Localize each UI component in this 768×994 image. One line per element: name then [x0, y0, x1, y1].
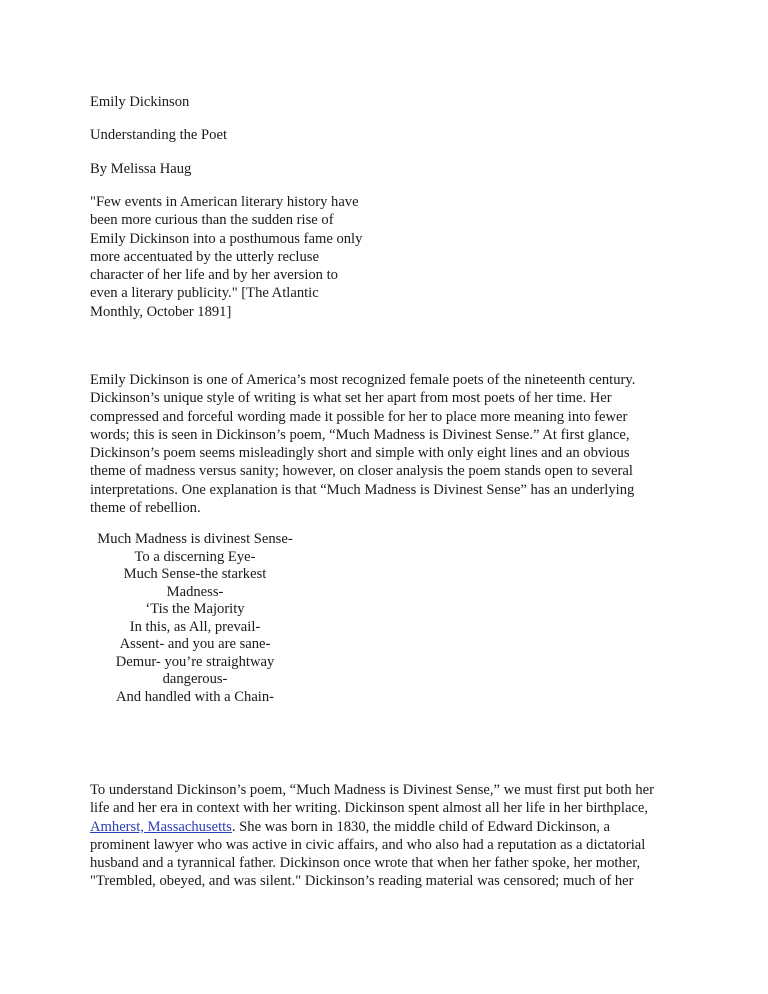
- poem-line: Demur- you’re straightway: [115, 653, 275, 670]
- paragraph-line: compressed and forceful wording made it possible for her to place more meaning into fewer: [90, 408, 628, 425]
- paragraph-line: Emily Dickinson is one of America’s most recognized female poets of the nineteenth century.: [90, 372, 636, 388]
- intro-paragraph: [90, 371, 690, 517]
- paragraph-line: Dickinson’s unique style of writing is what set her apart from most poets of her time. Her: [90, 390, 612, 407]
- poem-line: Much Sense-the starkest: [123, 566, 267, 582]
- context-paragraph: [90, 781, 690, 891]
- paragraph-line: theme of madness versus sanity; however, on closer analysis the poem stands open to several: [90, 463, 633, 480]
- amherst-massachusetts-link[interactable]: Amherst, Massachusetts: [90, 818, 232, 835]
- poem-line: And handled with a Chain-: [115, 688, 275, 705]
- quote-line: more accentuated by the utterly recluse: [90, 248, 319, 265]
- poem-line: Madness-: [166, 583, 224, 600]
- poem-line: Much Madness is divinest Sense-: [97, 531, 293, 547]
- poem-line: To a discerning Eye-: [134, 548, 256, 565]
- opening-quote: [90, 193, 470, 321]
- paragraph-line: theme of rebellion.: [90, 500, 201, 517]
- paragraph-line: [90, 818, 690, 836]
- poem-line: Assent- and you are sane-: [119, 636, 271, 652]
- paragraph-line: interpretations. One explanation is that “Much Madness is Divinest Sense” has an underlying: [90, 481, 635, 498]
- quote-line: "Few events in American literary history have: [90, 194, 359, 210]
- document-subtitle: Understanding the Poet: [90, 127, 227, 143]
- paragraph-line-rest: . She was born in 1830, the middle child of Edward Dickinson, a: [231, 818, 611, 835]
- poem-line: dangerous-: [162, 671, 228, 687]
- document-title: Emily Dickinson: [90, 94, 190, 110]
- paragraph-line: words; this is seen in Dickinson’s poem, “Much Madness is Divinest Sense.” At first glance,: [90, 426, 630, 443]
- quote-line: Monthly, October 1891]: [90, 303, 232, 320]
- quote-line: character of her life and by her aversion to: [90, 267, 338, 284]
- paragraph-line: To understand Dickinson’s poem, “Much Madness is Divinest Sense,” we must first put both her: [90, 782, 655, 798]
- quote-line: Emily Dickinson into a posthumous fame only: [90, 230, 363, 247]
- paragraph-line: prominent lawyer who was active in civic affairs, and who also had a reputation as a dictatorial: [90, 836, 646, 853]
- poem-line: In this, as All, prevail-: [129, 618, 261, 635]
- paragraph-line: life and her era in context with her writing. Dickinson spent almost all her life in her birthplace,: [90, 800, 649, 817]
- paragraph-line: "Trembled, obeyed, and was silent." Dickinson’s reading material was censored; much of her: [90, 873, 634, 890]
- paragraph-line: husband and a tyrannical father. Dickinson once wrote that when her father spoke, her mother,: [90, 855, 641, 872]
- quote-line: even a literary publicity." [The Atlantic: [90, 285, 319, 302]
- poem-line: ‘Tis the Majority: [145, 601, 245, 617]
- author-byline: By Melissa Haug: [90, 161, 192, 177]
- poem-block: [90, 531, 300, 706]
- quote-line: been more curious than the sudden rise of: [90, 212, 334, 229]
- paragraph-line: Dickinson’s poem seems misleadingly short and simple with only eight lines and an obvious: [90, 445, 630, 462]
